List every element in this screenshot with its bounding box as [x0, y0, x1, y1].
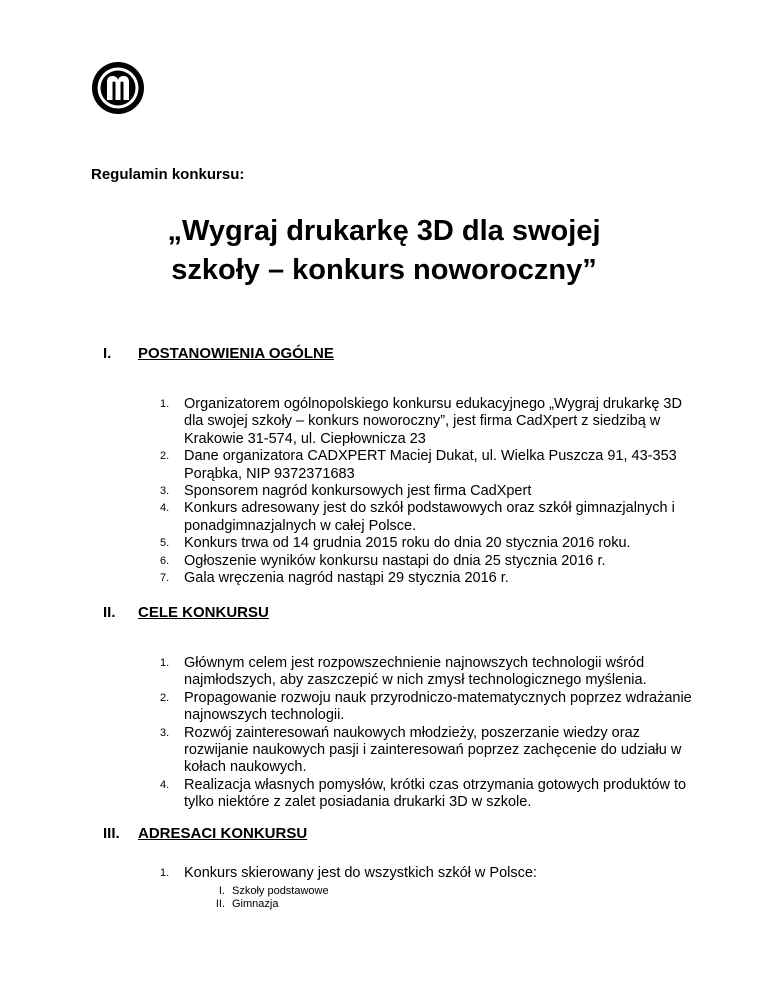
section-3-sublist: [0, 885, 768, 911]
sub-list-item: [0, 885, 768, 898]
list-item: [0, 655, 699, 690]
document-subtitle: Regulamin konkursu:: [91, 166, 245, 183]
section-number: III.: [103, 825, 120, 842]
company-logo: [90, 60, 146, 116]
list-item: [0, 570, 699, 587]
item-text: Propagowanie rozwoju nauk przyrodniczo-matematycznych poprzez wdrażanie najnowszych technologii.: [184, 689, 692, 724]
sub-item-text: Gimnazja: [232, 898, 279, 910]
section-number: II.: [103, 604, 116, 621]
item-number: 1.: [160, 398, 170, 410]
item-number: 2.: [160, 691, 170, 704]
section-3-list: [0, 865, 768, 882]
list-item: [0, 500, 699, 535]
sub-list-item: [0, 898, 768, 911]
item-text: Rozwój zainteresowań naukowych młodzieży, poszerzanie wiedzy oraz rozwijanie naukowych pasji i zainteresowań poprzez zachęcenie do udziału w kołach naukowych.: [184, 724, 682, 776]
list-item: [0, 483, 699, 500]
item-number: 1.: [160, 657, 170, 669]
section-title: POSTANOWIENIA OGÓLNE: [138, 345, 334, 362]
section-2-list: [0, 655, 768, 812]
section-title: ADRESACI KONKURSU: [138, 825, 308, 842]
title-line-2: szkoły – konkurs noworoczny”: [171, 254, 597, 286]
item-number: 2.: [160, 450, 170, 463]
section-title: CELE KONKURSU: [138, 604, 269, 621]
item-number: 5.: [160, 537, 170, 550]
list-item: [0, 690, 699, 725]
title-line-1: „Wygraj drukarkę 3D dla swojej: [167, 215, 601, 247]
item-text: Głównym celem jest rozpowszechnienie najnowszych technologii wśród najmłodszych, aby zaszczepić w nich zmysł technologicznego myślenia.: [184, 655, 647, 689]
list-item: [0, 448, 699, 483]
section-number: I.: [103, 345, 112, 362]
item-text: Gala wręczenia nagród nastąpi 29 stycznia 2016 r.: [184, 570, 509, 587]
list-item: [0, 535, 699, 552]
list-item: [0, 725, 699, 777]
item-text: Ogłoszenie wyników konkursu nastapi do dnia 25 stycznia 2016 r.: [184, 552, 606, 569]
item-number: 1.: [160, 867, 170, 879]
item-text: Konkurs adresowany jest do szkół podstawowych oraz szkół gimnazjalnych i ponadgimnazjalnych w całej Polsce.: [184, 500, 675, 534]
sub-item-number: II.: [215, 898, 225, 910]
section-1-list: [0, 396, 768, 587]
item-number: 7.: [160, 572, 170, 585]
sub-item-text: Szkoły podstawowe: [232, 885, 329, 897]
m-logo-icon: [90, 60, 146, 116]
item-number: 4.: [160, 778, 170, 791]
item-number: 3.: [160, 485, 170, 498]
item-text: Konkurs skierowany jest do wszystkich szkół w Polsce:: [184, 865, 537, 881]
item-text: Organizatorem ogólnopolskiego konkursu edukacyjnego „Wygraj drukarkę 3D dla swojej szkoły – konkurs noworoczny”, jest firma CadXpert z siedzibą w Krakowie 31-574, ul. Ciepłownicza 23: [184, 396, 682, 447]
document-title: [0, 212, 768, 290]
list-item: [0, 865, 699, 882]
list-item: [0, 553, 699, 570]
item-text: Realizacja własnych pomysłów, krótki czas otrzymania gotowych produktów to tylko niektóre z zalet posiadania drukarki 3D w szkole.: [184, 776, 687, 811]
list-item: [0, 396, 699, 448]
item-number: 4.: [160, 502, 170, 515]
list-item: [0, 777, 699, 812]
item-text: Konkurs trwa od 14 grudnia 2015 roku do dnia 20 stycznia 2016 roku.: [184, 535, 631, 552]
item-text: Dane organizatora CADXPERT Maciej Dukat, ul. Wielka Puszcza 91, 43-353 Porąbka, NIP 9372371683: [184, 448, 677, 482]
item-number: 6.: [160, 554, 170, 567]
sub-item-number: I.: [218, 885, 225, 897]
item-text: Sponsorem nagród konkursowych jest firma CadXpert: [184, 483, 532, 500]
item-number: 3.: [160, 726, 170, 739]
